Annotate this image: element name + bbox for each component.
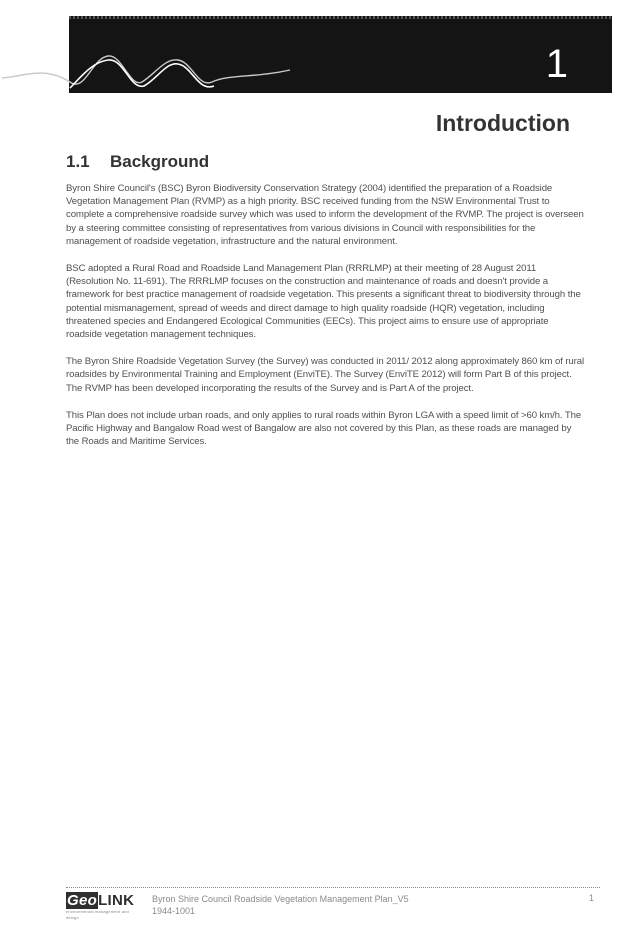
logo-mark: GeoLINK [67,892,135,909]
footer-document-title: Byron Shire Council Roadside Vegetation Management Plan_V5 [152,894,409,904]
paragraph: The Byron Shire Roadside Vegetation Survey (the Survey) was conducted in 2011/ 2012 along approximately 860 km of rural roadsides by Environmental Training and Employment (EnviTE). The Survey (EnviTE 2012) will form Part B of this project. The RVMP has been developed incorporating the results of the Survey and is Part A of the project. [66,356,585,394]
chapter-title: Introduction [435,110,570,136]
body-text [66,182,586,462]
footer-document-info [152,893,409,917]
page-number: 1 [588,893,594,903]
footer-divider [66,887,600,888]
chapter-number: 1 [545,42,568,86]
wave-decoration-icon [0,48,300,108]
section-title: Background [110,152,210,171]
section-number: 1.1 [66,152,90,171]
paragraph: Byron Shire Council's (BSC) Byron Biodiversity Conservation Strategy (2004) identified the preparation of a Roadside Vegetation Management Plan (RVMP) as a high priority. BSC received funding from the NSW Environmental Trust to complete a comprehensive roadside survey which was used to inform the development of the RVMP. The project is overseen by a steering committee consisting of representatives from various divisions in Council with responsibilities for the management of roadside vegetation, infrastructure and the natural environment. [66,183,584,247]
paragraph: This Plan does not include urban roads, and only applies to rural roads within Byron LGA with a speed limit of >60 km/h. The Pacific Highway and Bangalow Road west of Bangalow are also not covered by this Plan, as these roads are managed by the Roads and Maritime Services. [66,409,582,448]
section-heading [66,150,209,174]
footer-document-code: 1944-1001 [152,906,196,916]
geolink-logo [66,893,136,919]
logo-tagline: environmental management and design [66,909,129,920]
paragraph: BSC adopted a Rural Road and Roadside Land Management Plan (RRRLMP) at their meeting of 28 August 2011 (Resolution No. 11-691). The RRRLMP focuses on the construction and maintenance of roads and doesn't provide a framework for best practice management of roadside vegetation. This presents a significant threat to biodiversity through the potential mismanagement, spread of weeds and direct damage to high quality roadside (HQR) vegetation, including threatened species and Endangered Ecological Communities (EECs). This project aims to ensure use of appropriate roadside vegetation management techniques. [66,263,581,341]
